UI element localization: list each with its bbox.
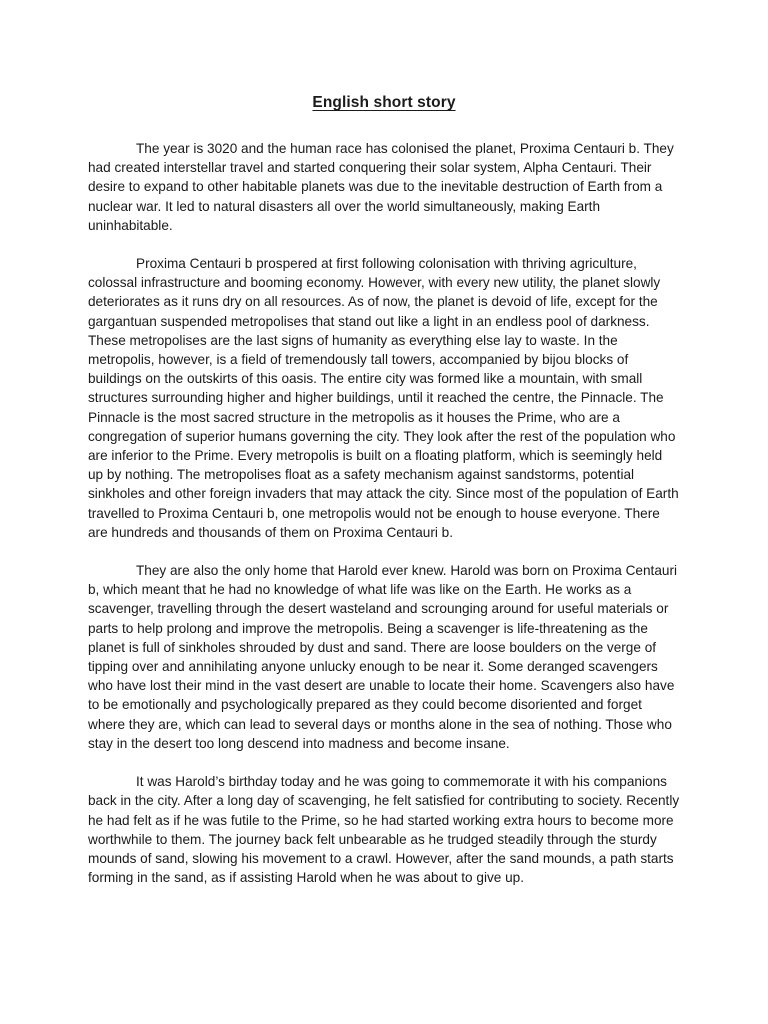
paragraph-2: Proxima Centauri b prospered at first following colonisation with thriving agriculture, colossal infrastructure and booming economy. However, with every new utility, the planet slowly deteriorates as it runs dry on all resources. As of now, the planet is devoid of life, except for the gargantuan suspended metropolises that stand out like a light in an endless pool of darkness. These metropolises are the last signs of humanity as everything else lay to waste. In the metropolis, however, is a field of tremendously tall towers, accompanied by bijou blocks of buildings on the outskirts of this oasis. The entire city was formed like a mountain, with small structures surrounding higher and higher buildings, until it reached the centre, the Pinnacle. The Pinnacle is the most sacred structure in the metropolis as it houses the Prime, who are a congregation of superior humans governing the city. They look after the rest of the population who are inferior to the Prime. Every metropolis is built on a floating platform, which is seemingly held up by nothing. The metropolises float as a safety mechanism against sandstorms, potential sinkholes and other foreign invaders that may attack the city. Since most of the population of Earth travelled to Proxima Centauri b, one metropolis would not be enough to house everyone. There are hundreds and thousands of them on Proxima Centauri b. — [88, 256, 679, 540]
paragraph-3: They are also the only home that Harold ever knew. Harold was born on Proxima Centauri b, which meant that he had no knowledge of what life was like on the Earth. He works as a scavenger, travelling through the desert wasteland and scrounging around for useful materials or parts to help prolong and improve the metropolis. Being a scavenger is life-threatening as the planet is full of sinkholes shrouded by dust and sand. There are loose boulders on the verge of tipping over and annihilating anyone unlucky enough to be near it. Some deranged scavengers who have lost their mind in the vast desert are unable to locate their home. Scavengers also have to be emotionally and psychologically prepared as they could become disoriented and forget where they are, which can lead to several days or months alone in the sea of nothing. Those who stay in the desert too long descend into madness and become insane. — [88, 563, 678, 751]
paragraph-1: The year is 3020 and the human race has colonised the planet, Proxima Centauri b. They had created interstellar travel and started conquering their solar system, Alpha Centauri. Their desire to expand to other habitable planets was due to the inevitable destruction of Earth from a nuclear war. It led to natural disasters all over the world simultaneously, making Earth uninhabitable. — [88, 141, 674, 233]
document-page — [88, 93, 680, 906]
document-title: English short story — [312, 94, 456, 111]
paragraph-4: It was Harold’s birthday today and he was going to commemorate it with his companions back in the city. After a long day of scavenging, he felt satisfied for contributing to society. Recently he had felt as if he was futile to the Prime, so he had started working extra hours to become more worthwhile to them. The journey back felt unbearable as he trudged steadily through the sturdy mounds of sand, slowing his movement to a crawl. However, after the sand mounds, a path starts forming in the sand, as if assisting Harold when he was about to give up. — [88, 774, 680, 886]
